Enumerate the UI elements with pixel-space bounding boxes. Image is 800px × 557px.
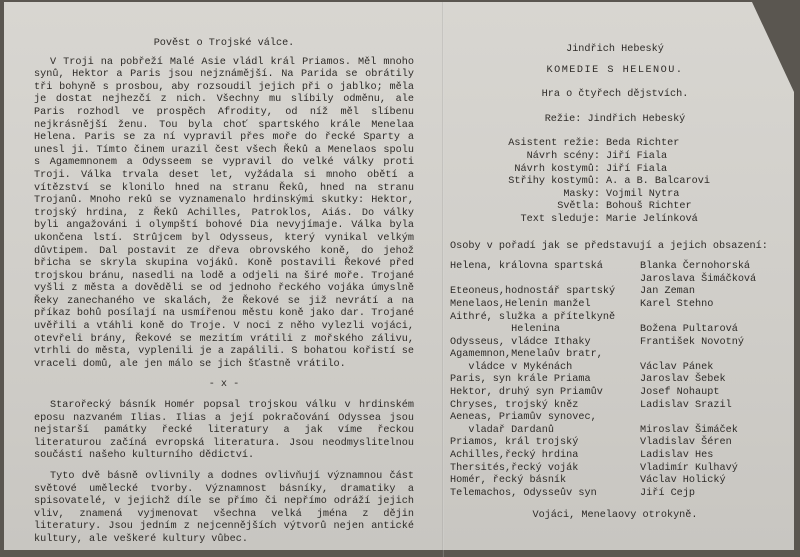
crew-name: Beda Richter — [606, 138, 680, 150]
crew-name: Bohouš Richter — [606, 201, 692, 213]
crew-role: Masky: — [563, 188, 600, 200]
crew-list — [450, 138, 780, 226]
director-line: Režie: Jindřich Hebeský — [544, 113, 686, 125]
paragraph-homer: Starořecký básník Homér popsal trojskou válku v hrdinském eposu nazvaném Ilias. Ilias a její pokračování Odyssea jsou nejstarší památky řecké literatury a jak víme řeckou literaturou začíná evropská literatura. Jsou neodmyslitelnou součástí našeho kulturního dědictví. — [34, 400, 414, 462]
cast-row — [450, 286, 780, 299]
cast-role: Aeneas, Priamův synovec, — [450, 412, 597, 424]
section-separator: - x - — [208, 379, 240, 391]
cast-role: Chryses, trojský kněz — [450, 399, 579, 411]
cast-role: Thersités,řecký voják — [450, 462, 579, 474]
page-fold — [442, 2, 444, 557]
paragraph-influence: Tyto dvě básně ovlivnily a dodnes ovlivňují významnou část světové umělecké tvorby. Významnost básníky, dramatiky a spisovatelé, v jejichž díle se přímo či nepřímo odráží jejich vliv, znamená vyjmenovat všechna velká jména z dějin literatury. Jsou jedním z nejcennějších výtvorů nejen antické kultury, ale veškeré kultury vůbec. — [34, 471, 414, 545]
cast-actor: Jan Zeman — [640, 286, 696, 298]
paper-sheet — [4, 2, 794, 550]
right-column — [450, 44, 780, 523]
cast-actor: Božena Pultarová — [640, 324, 738, 336]
cast-row — [450, 488, 780, 501]
cast-actor: Josef Nohaupt — [640, 387, 720, 399]
crew-role: Návrh scény: — [526, 150, 600, 162]
cast-role: Homér, řecký básník — [450, 475, 567, 487]
play-subtitle: Hra o čtyřech dějstvích. — [541, 89, 689, 101]
crew-role: Asistent režie: — [508, 138, 600, 150]
crew-role: Střihy kostymů: — [508, 176, 600, 188]
cast-role: Menelaos,Helenin manžel — [450, 298, 591, 310]
cast-row — [450, 374, 780, 387]
cast-role: Paris, syn krále Priama — [450, 374, 591, 386]
cast-actor: Jaroslav Šebek — [640, 374, 726, 386]
crew-name: Jiří Fiala — [606, 150, 668, 162]
cast-actor: Vladislav Šéren — [640, 437, 732, 449]
crew-role: Text sleduje: — [520, 213, 600, 225]
cast-row — [450, 362, 780, 375]
cast-footer: Vojáci, Menelaovy otrokyně. — [532, 510, 698, 522]
cast-row — [450, 437, 780, 450]
cast-actor: Jiří Cejp — [640, 487, 696, 499]
cast-role: Achilles,řecký hrdina — [450, 450, 579, 462]
cast-row — [450, 450, 780, 463]
cast-heading: Osoby v pořadí jak se představují a jejich obsazení: — [450, 240, 768, 252]
crew-name: Marie Jelínková — [606, 213, 698, 225]
cast-actor: Karel Stehno — [640, 298, 714, 310]
crew-row — [450, 151, 780, 164]
cast-role: Eteoneus,hodnostář spartský — [450, 286, 616, 298]
cast-actor: Blanka Černohorská — [640, 261, 751, 273]
cast-role: Helena, královna spartská — [450, 261, 603, 273]
crew-row — [450, 214, 780, 227]
cast-role — [450, 274, 640, 287]
cast-row — [450, 261, 780, 274]
left-title: Pověst o Trojské válce. — [153, 38, 295, 49]
crew-name: Vojmil Nytra — [606, 188, 680, 200]
cast-row — [450, 337, 780, 350]
cast-row — [450, 349, 780, 362]
cast-row — [450, 274, 780, 287]
cast-row — [450, 299, 780, 312]
cast-row — [450, 412, 780, 425]
cast-row — [450, 400, 780, 413]
cast-row — [450, 425, 780, 438]
cast-role: Aithré, služka a přítelkyně — [450, 311, 616, 323]
crew-role: Světla: — [557, 201, 600, 213]
cast-row — [450, 312, 780, 325]
crew-name: Jiří Fiala — [606, 163, 668, 175]
cast-actor: Václav Pánek — [640, 361, 714, 373]
cast-role: vládce v Mykénách — [450, 361, 573, 373]
crew-row — [450, 138, 780, 151]
cast-actor: Jaroslava Šimáčková — [640, 273, 757, 285]
left-column — [34, 38, 414, 555]
cast-actor: Ladislav Srazil — [640, 399, 732, 411]
play-author: Jindřich Hebeský — [566, 44, 664, 55]
cast-role: Telemachos, Odysseův syn — [450, 487, 597, 499]
play-title: KOMEDIE S HELENOU. — [546, 64, 684, 76]
cast-actor: Miroslav Šimáček — [640, 424, 738, 436]
cast-actor: Ladislav Hes — [640, 450, 714, 462]
crew-row — [450, 201, 780, 214]
crew-row — [450, 164, 780, 177]
cast-role: Agamemnon,Menelaův bratr, — [450, 349, 603, 361]
cast-row — [450, 463, 780, 476]
paragraph-legend: V Troji na pobřeží Malé Asie vládl král Priamos. Měl mnoho synů, Hektor a Paris jsou nejznámější. Na Parida se obrátily tři bohyně s prosbou, aby rozsoudil jejich při o jablko; měla je dostat nejhezčí z nich. Všechny mu slíbily odměnu, ale Paris rozhodl ve prospěch Afrodity, od níž měl slíbenu nejkrásnější ženu. Tou byla choť spartského krále Menelaa Helena. Paris se za ní vypravil přes moře do řecké Sparty a unesl ji. Tímto činem urazil čest všech Řeků a Menelaos spolu s Agamemnonem a Odysseem se vypravil do velké války proti Troji. Válka trvala deset let, vyžádala si mnoho obětí a vítězství se klonilo hned na stranu Řeků, hned na stranu Trojanů. Mnoho reků se vyznamenalo hrdinskými skutky: Hektor, trojský hrdina, z Řeků Achilles, Patroklos, Aiás. Do války byli angažováni i olympští bohové Dia nevyjímaje. Válka byla ukončena lstí. Strůjcem byl Odysseus, který vynikal velkým důvtipem. Dal postavit ze dřeva obrovského koně, do jehož břicha se skryla skupina vojáků. Koně postavili Řekové před trojskou bránu, nasedli na lodě a odjeli na širé moře. Trojané vyšli z města a dověděli se od jednoho řeckého vojáka úmyslně Řeky zanechaného ve skalách, že Řekové se již nevrátí a na příkaz bohů posílají na usmířenou městu koně jako dar. Trojané uvěřili a vtáhli koně do Troje. V noci z něho vylezli vojáci, otevřeli brány, Řekové se mezitím vrátili z mořského zálivu, vtrhli do města, vyplenili je a zapálili. S bohatou kořistí se vraceli domů, ale jen málo se jich šťastně vrátilo. — [34, 56, 414, 370]
crew-row — [450, 189, 780, 202]
cast-actor: František Novotný — [640, 336, 744, 348]
cast-row — [450, 475, 780, 488]
cast-role: vladař Dardanů — [450, 424, 554, 436]
cast-row — [450, 324, 780, 337]
cast-role: Hektor, druhý syn Priamův — [450, 387, 603, 399]
cast-actor: Vladimír Kulhavý — [640, 462, 738, 474]
cast-list — [450, 261, 780, 500]
cast-role: Priamos, král trojský — [450, 437, 579, 449]
crew-name: A. a B. Balcarovi — [606, 176, 710, 188]
cast-actor: Václav Holický — [640, 475, 726, 487]
crew-role: Návrh kostymů: — [514, 163, 600, 175]
cast-role: Odysseus, vládce Ithaky — [450, 336, 591, 348]
crew-row — [450, 176, 780, 189]
cast-row — [450, 387, 780, 400]
cast-role: Helenina — [450, 324, 561, 336]
